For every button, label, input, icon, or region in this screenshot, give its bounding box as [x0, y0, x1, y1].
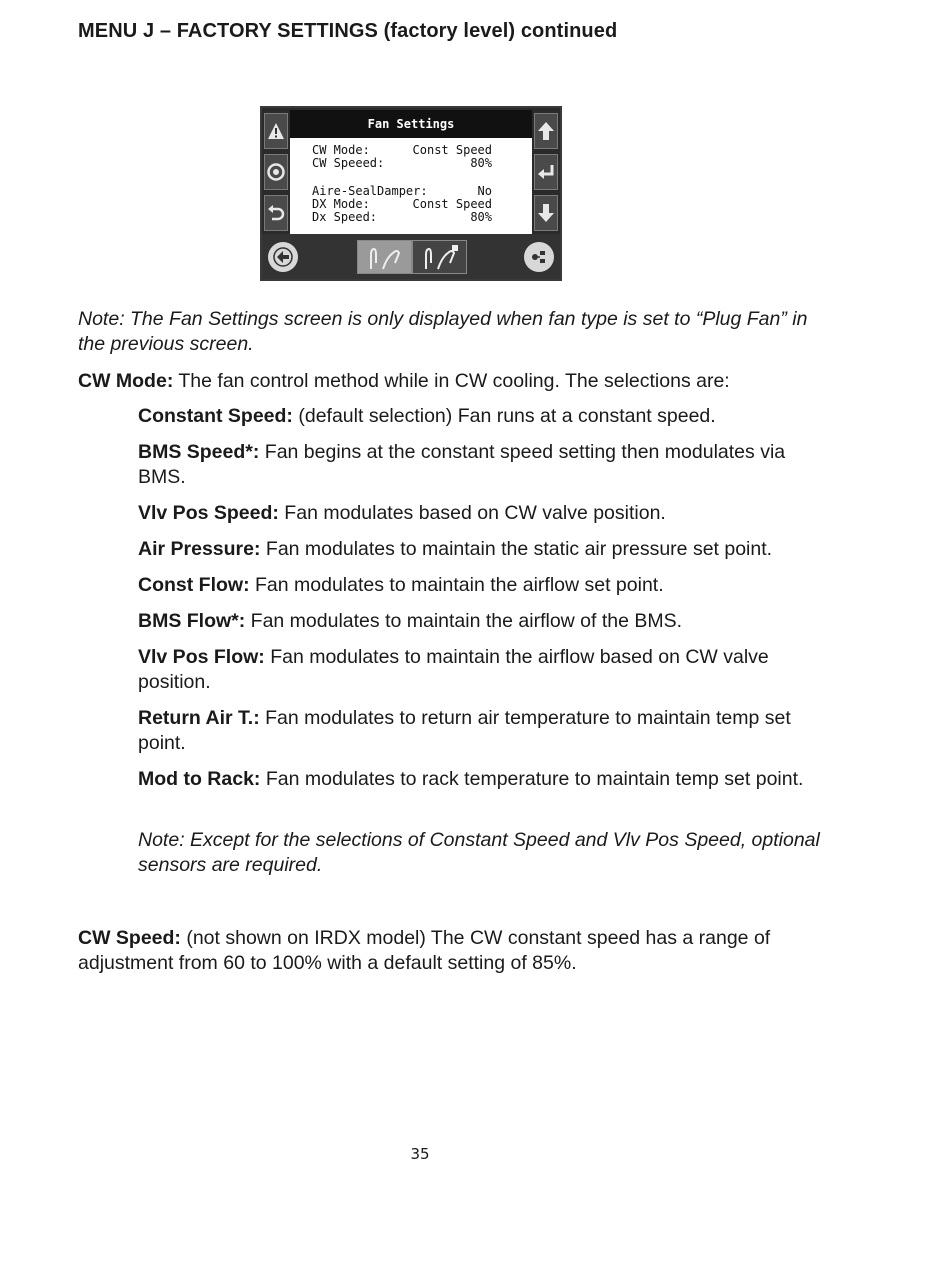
cw-speed-text: (not shown on IRDX model) The CW constant speed has a range of adjustment from 60 to 100% with a default setting of 85%. — [78, 927, 771, 974]
screen-gap — [290, 170, 532, 185]
option-label: Mod to Rack: — [138, 768, 261, 790]
hand-gesture-icon — [412, 240, 467, 274]
option-label: Vlv Pos Speed: — [138, 502, 279, 524]
option-label: Const Flow: — [138, 574, 250, 596]
undo-icon — [264, 195, 288, 231]
screen-line-label: CW Mode: — [312, 143, 370, 157]
option-text: Fan modulates to maintain the airflow set point. — [249, 574, 664, 596]
note-optional-sensors: Note: Except for the selections of Constant Speed and Vlv Pos Speed, optional sensors are required. — [138, 829, 820, 876]
lcd-display — [290, 110, 532, 234]
option-text: Fan modulates to rack temperature to maintain temp set point. — [260, 768, 804, 790]
hand-gesture-icon — [357, 240, 412, 274]
option-item — [138, 573, 838, 598]
screen-title: Fan Settings — [290, 110, 532, 138]
arrow-up-icon — [534, 113, 558, 149]
option-label: Vlv Pos Flow: — [138, 646, 265, 668]
cw-mode-paragraph — [78, 369, 838, 394]
enter-icon — [534, 154, 558, 190]
option-item — [138, 767, 838, 792]
page-heading: MENU J – FACTORY SETTINGS (factory level) continued — [78, 20, 618, 42]
fan-settings-screenshot — [260, 106, 562, 281]
left-button-column — [263, 110, 289, 234]
option-item — [138, 706, 838, 756]
option-item — [138, 501, 838, 526]
option-item — [138, 440, 838, 490]
screen-line-value: No — [477, 184, 492, 198]
screen-line — [290, 211, 532, 224]
option-item — [138, 609, 838, 634]
target-icon — [264, 154, 288, 190]
screen-line-label: CW Speeed: — [312, 156, 385, 170]
screen-line-value: Const Speed — [412, 197, 492, 211]
screen-line — [290, 157, 532, 170]
screen-line-label: DX Mode: — [312, 197, 370, 211]
option-text: Fan modulates to maintain the static air pressure set point. — [260, 538, 773, 560]
option-text: (default selection) Fan runs at a constant speed. — [292, 405, 716, 427]
option-item — [138, 645, 838, 695]
warning-icon — [264, 113, 288, 149]
screen-line-value: 80% — [470, 156, 492, 170]
menu-icon — [524, 242, 554, 272]
lcd-bottom-bar — [262, 234, 560, 279]
screen-line-label: Aire-SealDamper: — [312, 184, 428, 198]
option-text: Fan modulates to maintain the airflow based on CW valve position. — [138, 646, 769, 693]
cw-mode-label: CW Mode: — [78, 370, 174, 392]
right-button-column — [533, 110, 559, 234]
option-label: Return Air T.: — [138, 707, 260, 729]
gesture-buttons — [357, 240, 467, 274]
option-text: Fan modulates to maintain the airflow of the BMS. — [245, 610, 683, 632]
option-label: Air Pressure: — [138, 538, 261, 560]
screen-line-label: Dx Speed: — [312, 210, 378, 224]
back-arrow-icon — [268, 242, 298, 272]
option-item — [138, 537, 838, 562]
cw-mode-text: The fan control method while in CW cooling. The selections are: — [173, 370, 730, 392]
screen-line-value: 80% — [470, 210, 492, 224]
option-text: Fan modulates based on CW valve position. — [278, 502, 666, 524]
option-item — [138, 404, 838, 429]
cw-speed-label: CW Speed: — [78, 927, 181, 949]
option-label: BMS Flow*: — [138, 610, 246, 632]
option-label: Constant Speed: — [138, 405, 293, 427]
screen-line-value: Const Speed — [412, 143, 492, 157]
note-fan-settings: Note: The Fan Settings screen is only displayed when fan type is set to “Plug Fan” in the previous screen. — [78, 308, 808, 355]
option-text: Fan begins at the constant speed setting then modulates via BMS. — [138, 441, 786, 488]
option-text: Fan modulates to return air temperature to maintain temp set point. — [138, 707, 791, 754]
arrow-down-icon — [534, 195, 558, 231]
page-number: 35 — [410, 1145, 430, 1163]
option-label: BMS Speed*: — [138, 441, 260, 463]
cw-speed-paragraph — [78, 926, 838, 976]
